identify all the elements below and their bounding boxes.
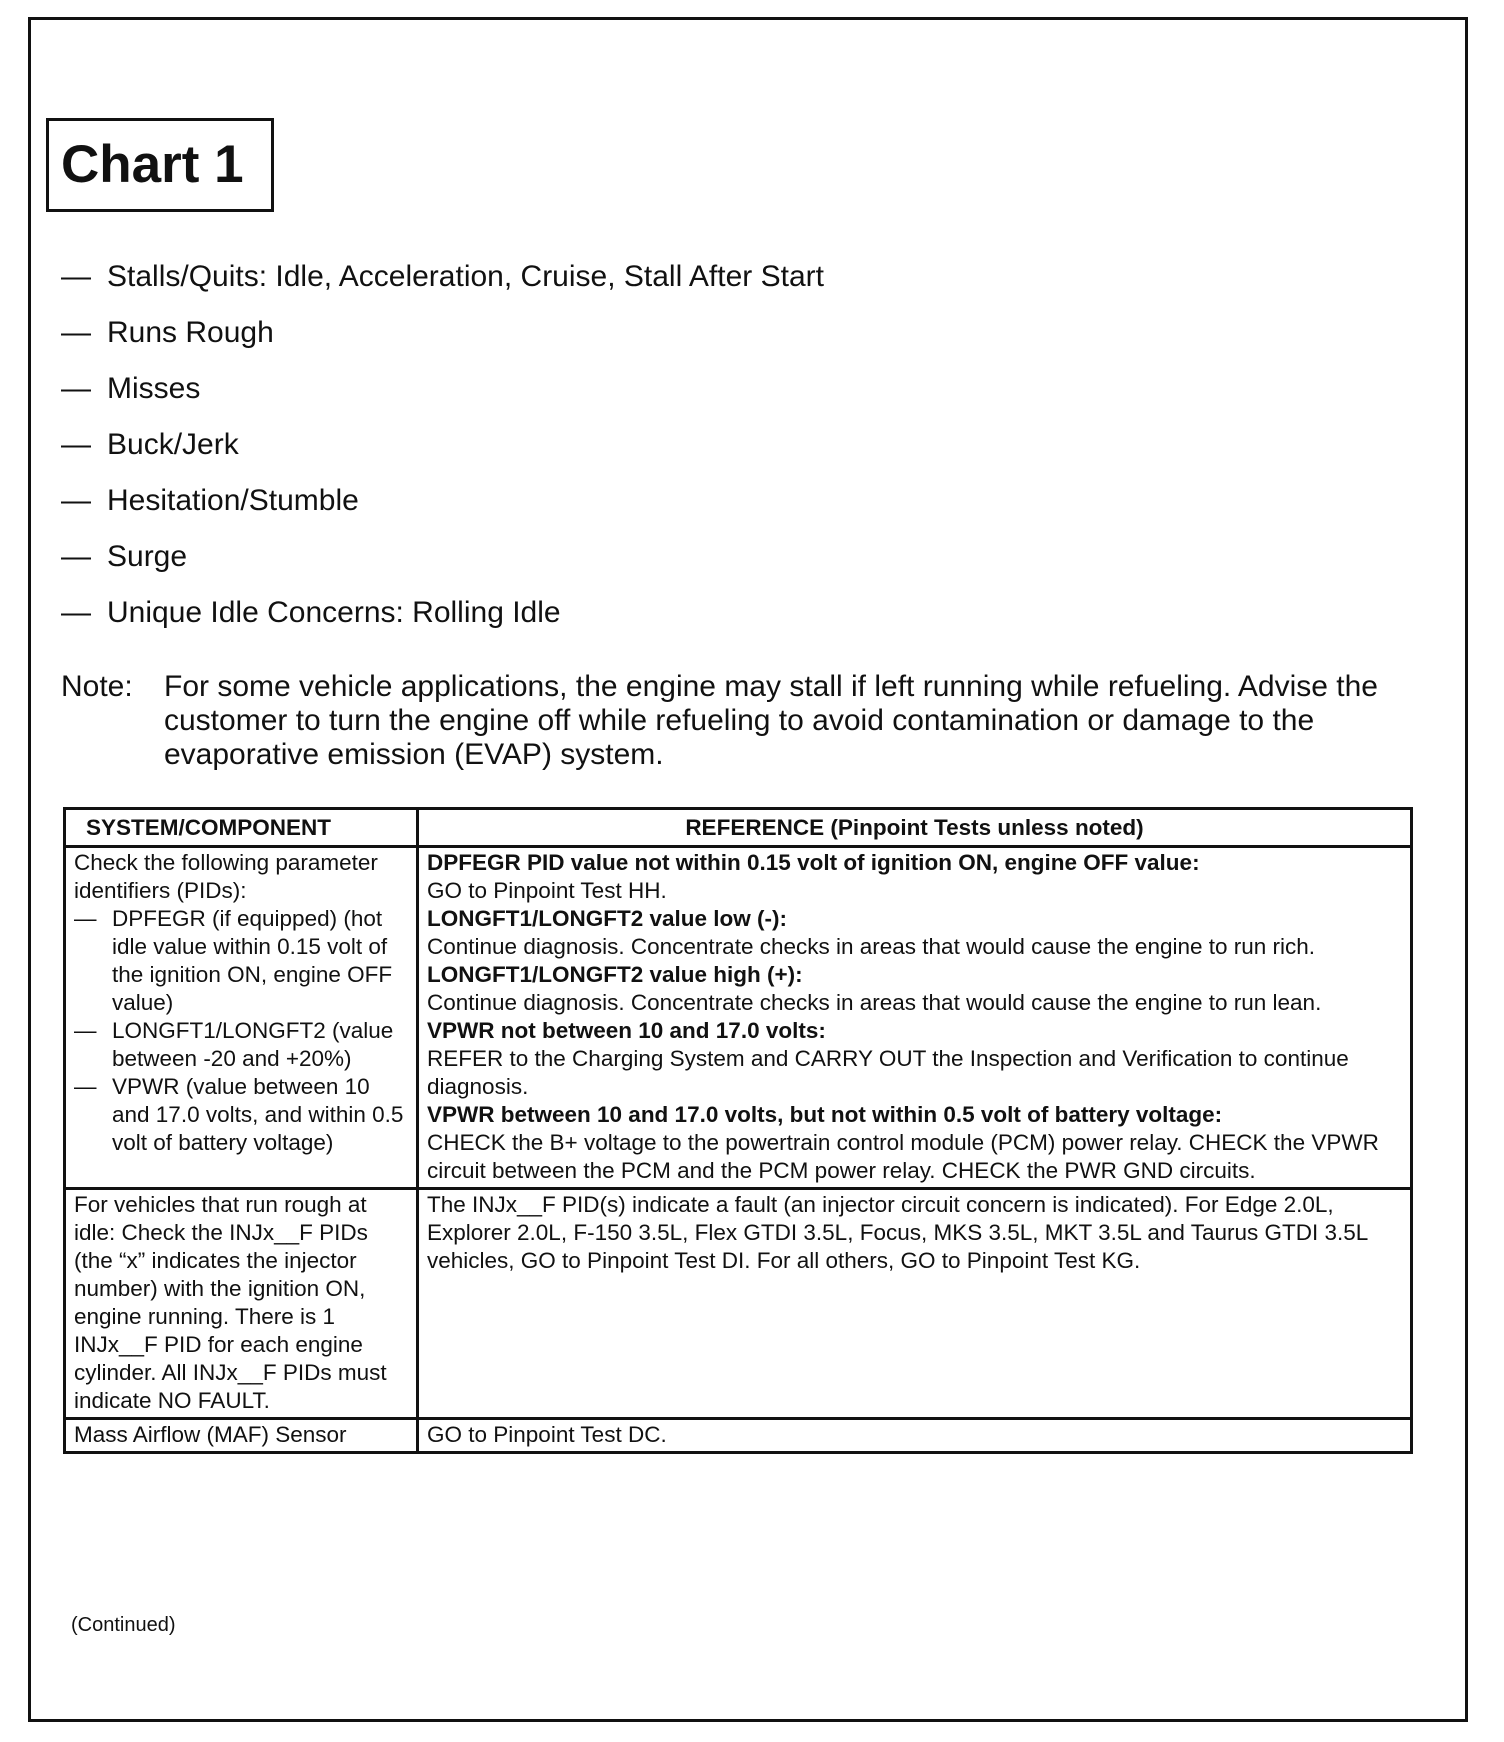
reference-condition: DPFEGR PID value not within 0.15 volt of ignition ON, engine OFF value: xyxy=(427,850,1200,875)
reference-action: GO to Pinpoint Test HH. xyxy=(427,878,667,903)
reference-action: Continue diagnosis. Concentrate checks in areas that would cause the engine to run lean. xyxy=(427,990,1322,1015)
table-row xyxy=(65,1419,1412,1453)
table-row xyxy=(65,1189,1412,1419)
reference-table xyxy=(63,807,1413,1454)
symptom-item: — Unique Idle Concerns: Rolling Idle xyxy=(61,596,561,629)
pid-intro: Check the following parameter identifiers (PIDs): xyxy=(74,850,378,903)
symptom-item: — Surge xyxy=(61,540,188,573)
symptom-item: — Hesitation/Stumble xyxy=(61,484,359,517)
reference-condition: LONGFT1/LONGFT2 value high (+): xyxy=(427,962,803,987)
symptom-list xyxy=(61,262,824,654)
note-label: Note: xyxy=(61,670,133,703)
symptom-item: — Misses xyxy=(61,372,201,405)
system-cell xyxy=(65,847,418,1189)
pid-bullet: — LONGFT1/LONGFT2 (value between -20 and +20%) xyxy=(74,1018,394,1071)
reference-action: REFER to the Charging System and CARRY OUT the Inspection and Verification to continue diagnosis. xyxy=(427,1046,1349,1099)
symptom-item: — Runs Rough xyxy=(61,316,274,349)
system-cell: Mass Airflow (MAF) Sensor xyxy=(65,1419,418,1453)
header-reference: REFERENCE (Pinpoint Tests unless noted) xyxy=(418,809,1412,847)
symptom-item: — Buck/Jerk xyxy=(61,428,239,461)
reference-condition: VPWR between 10 and 17.0 volts, but not within 0.5 volt of battery voltage: xyxy=(427,1102,1223,1127)
note-text: For some vehicle applications, the engine may stall if left running while refueling. Advise the customer to turn the engine off while refueling to avoid contamination or damage to the evaporative emission (EVAP) system. xyxy=(164,670,1378,771)
reference-cell: GO to Pinpoint Test DC. xyxy=(418,1419,1412,1453)
table-header-row xyxy=(65,809,1412,847)
pid-bullet: — VPWR (value between 10 and 17.0 volts, and within 0.5 volt of battery voltage) xyxy=(74,1074,404,1155)
pid-bullet: — DPFEGR (if equipped) (hot idle value within 0.15 volt of the ignition ON, engine OFF value) xyxy=(74,906,393,1015)
system-cell: For vehicles that run rough at idle: Check the INJx__F PIDs (the “x” indicates the injector number) with the ignition ON, engine running. There is 1 INJx__F PID for each engine cylinder. All INJx__F PIDs must indicate NO FAULT. xyxy=(65,1189,418,1419)
reference-action: Continue diagnosis. Concentrate checks in areas that would cause the engine to run rich. xyxy=(427,934,1316,959)
continued-label: (Continued) xyxy=(71,1614,176,1636)
chart-title: Chart 1 xyxy=(46,118,274,212)
header-system-component: SYSTEM/COMPONENT xyxy=(65,809,418,847)
reference-condition: VPWR not between 10 and 17.0 volts: xyxy=(427,1018,826,1043)
symptom-item: — Stalls/Quits: Idle, Acceleration, Cruise, Stall After Start xyxy=(61,260,824,293)
reference-action: CHECK the B+ voltage to the powertrain control module (PCM) power relay. CHECK the VPWR circuit between the PCM and the PCM power relay. CHECK the PWR GND circuits. xyxy=(427,1130,1379,1183)
reference-cell xyxy=(418,847,1412,1189)
reference-condition: LONGFT1/LONGFT2 value low (-): xyxy=(427,906,787,931)
note xyxy=(61,670,1441,772)
reference-cell: The INJx__F PID(s) indicate a fault (an injector circuit concern is indicated). For Edge 2.0L, Explorer 2.0L, F-150 3.5L, Flex GTDI 3.5L, Focus, MKS 3.5L, MKT 3.5L and Taurus GTDI 3.5L vehicles, GO to Pinpoint Test DI. For all others, GO to Pinpoint Test KG. xyxy=(418,1189,1412,1419)
table-row xyxy=(65,847,1412,1189)
